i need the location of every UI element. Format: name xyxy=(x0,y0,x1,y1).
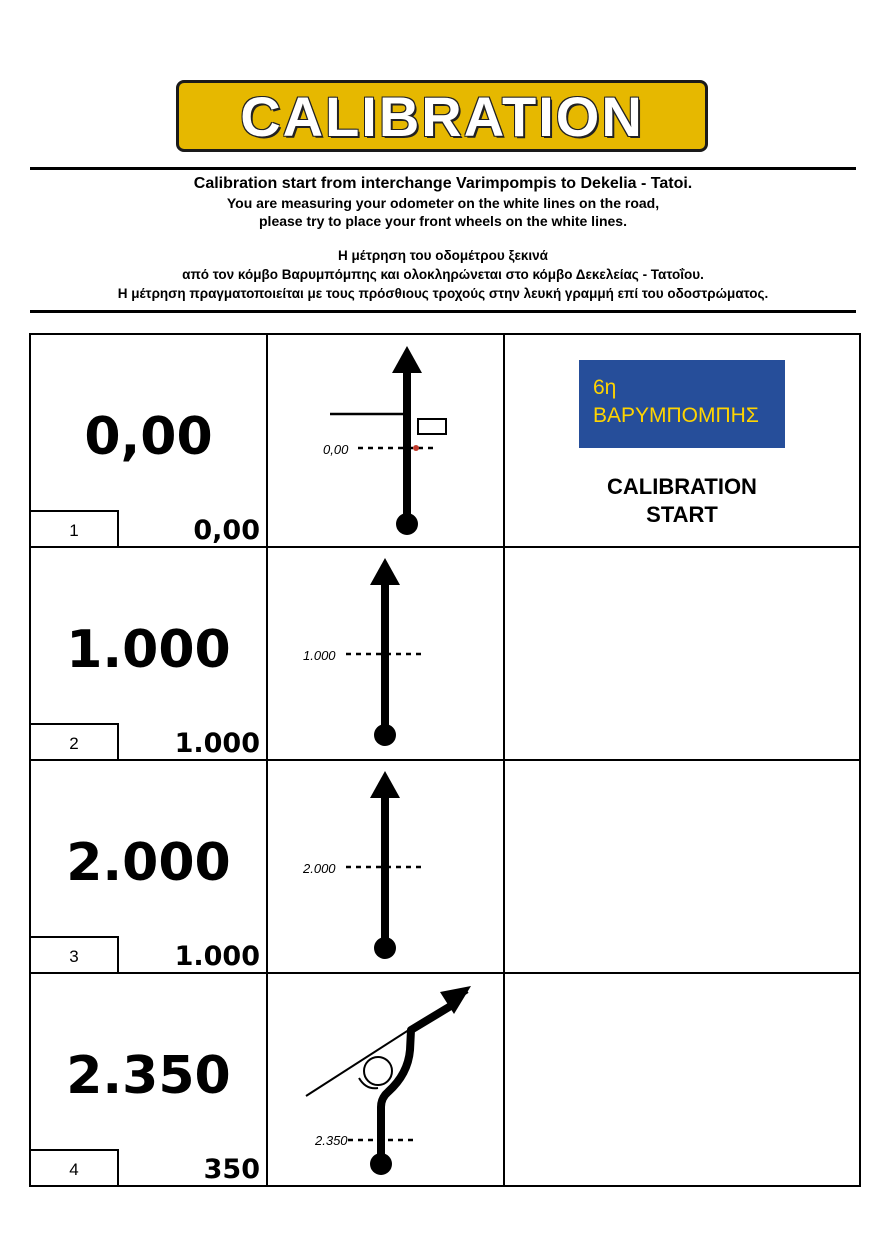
info-cell xyxy=(504,760,860,973)
row-number: 1 xyxy=(31,510,119,546)
diagram-label: 2.350 xyxy=(315,1133,348,1148)
page-title: CALIBRATION xyxy=(240,84,644,148)
total-distance: 1.000 xyxy=(66,620,231,680)
total-distance: 2.350 xyxy=(66,1046,231,1106)
diagram-cell xyxy=(267,973,504,1186)
distance-cell xyxy=(30,334,267,547)
start-dot-icon xyxy=(374,724,396,746)
diagram-label: 0,00 xyxy=(323,442,349,457)
divider-top xyxy=(30,167,856,170)
row-number: 4 xyxy=(31,1149,119,1185)
partial-distance: 0,00 xyxy=(193,515,260,546)
intro-line-1: Calibration start from interchange Varimpompis to Dekelia - Tatoi. xyxy=(193,175,693,192)
tulip-diagram xyxy=(268,548,503,759)
start-dot-icon xyxy=(374,937,396,959)
info-cell xyxy=(504,334,860,547)
flag-icon xyxy=(418,419,446,434)
intro-greek-line-3: Η μέτρηση πραγματοποιείται με τους πρόσθιους τροχούς στην λευκή γραμμή επί του οδοστρώματος. xyxy=(117,286,769,301)
intro-english xyxy=(30,175,856,229)
distance-cell xyxy=(30,760,267,973)
sign-line-1: 6η xyxy=(593,376,617,399)
distance-cell xyxy=(30,973,267,1186)
distance-cell xyxy=(30,547,267,760)
table-row xyxy=(30,973,860,1186)
partial-distance: 1.000 xyxy=(174,941,260,972)
roadbook-table xyxy=(29,333,861,1187)
sign-line-2: ΒΑΡΥΜΠΟΜΠΗΣ xyxy=(593,404,759,427)
divider-bottom xyxy=(30,310,856,313)
table-row xyxy=(30,547,860,760)
roundabout-icon xyxy=(364,1057,392,1085)
row-number: 3 xyxy=(31,936,119,972)
intro-greek-line-2: από τον κόμβο Βαρυμπόμπης και ολοκληρώνεται στο κόμβο Δεκελείας - Τατοΐου. xyxy=(182,267,704,282)
table-row xyxy=(30,760,860,973)
intro-line-2: You are measuring your odometer on the white lines on the road, xyxy=(226,195,660,211)
direction-arrow-icon xyxy=(392,346,422,373)
partial-distance: 1.000 xyxy=(174,728,260,759)
direction-arrow-icon xyxy=(370,558,400,585)
start-dot-icon xyxy=(370,1153,392,1175)
total-distance: 0,00 xyxy=(84,407,213,467)
title-banner xyxy=(176,80,708,152)
tulip-diagram xyxy=(268,335,503,546)
diagram-label: 1.000 xyxy=(303,648,336,663)
note-line-2: START xyxy=(646,502,718,527)
note-line-1: CALIBRATION xyxy=(607,474,757,499)
start-dot-icon xyxy=(396,513,418,535)
tulip-diagram xyxy=(268,761,503,972)
table-row xyxy=(30,334,860,547)
diagram-cell xyxy=(267,334,504,547)
info-cell xyxy=(504,973,860,1186)
info-cell xyxy=(504,547,860,760)
tulip-diagram xyxy=(268,974,503,1185)
calibration-note xyxy=(505,473,859,529)
row-number: 2 xyxy=(31,723,119,759)
direction-arrow-icon xyxy=(370,771,400,798)
diagram-cell xyxy=(267,760,504,973)
road-sign xyxy=(579,360,785,448)
diagram-label: 2.000 xyxy=(303,861,336,876)
partial-distance: 350 xyxy=(203,1154,260,1185)
total-distance: 2.000 xyxy=(66,833,231,893)
intro-greek xyxy=(30,248,856,301)
diagram-cell xyxy=(267,547,504,760)
marker-dot-icon xyxy=(413,445,419,451)
intro-line-3: please try to place your front wheels on the white lines. xyxy=(259,213,627,229)
intro-greek-line-1: Η μέτρηση του οδομέτρου ξεκινά xyxy=(338,248,548,263)
